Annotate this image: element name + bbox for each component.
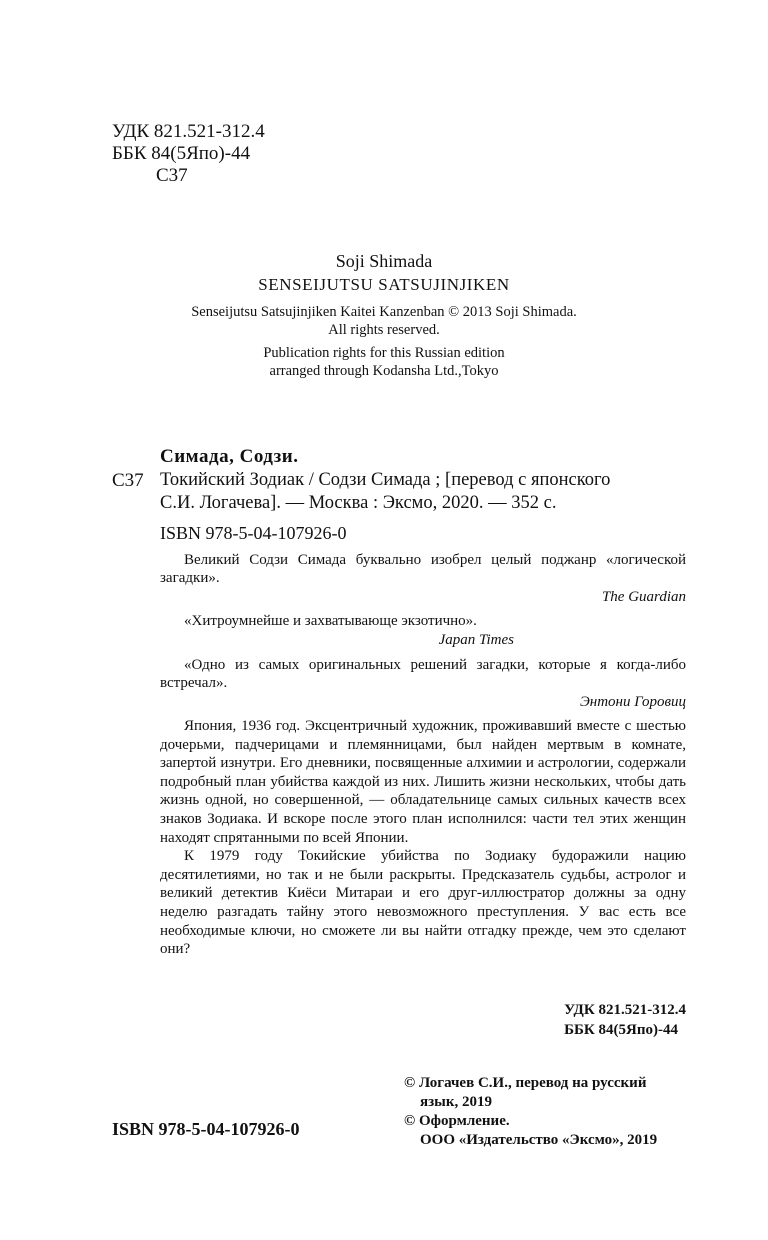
- isbn-bottom: ISBN 978-5-04-107926-0: [112, 1119, 300, 1139]
- copyright-line-3: © Оформление.: [404, 1113, 510, 1129]
- quote-source: The Guardian: [601, 589, 686, 605]
- catalog-code: С37: [112, 470, 144, 491]
- quote-text: Великий Содзи Симада буквально изобрел целый поджанр «логической загадки».: [160, 552, 686, 586]
- quote-block-3: [160, 656, 686, 712]
- quote-source: Энтони Горовиц: [579, 694, 686, 710]
- copyright-line-1: © Логачев С.И., перевод на русский: [404, 1075, 647, 1091]
- original-copyright-line-2: All rights reserved.: [328, 322, 440, 338]
- quote-block-2: [160, 612, 686, 650]
- bib-line-2: С.И. Логачева]. — Москва : Эксмо, 2020. — 352 с.: [160, 493, 557, 513]
- top-classification-codes: [112, 121, 265, 187]
- original-copyright-line-1: Senseijutsu Satsujinjiken Kaitei Kanzenban © 2013 Soji Shimada.: [191, 304, 577, 320]
- annotation: [160, 717, 686, 959]
- annotation-paragraph-1: Япония, 1936 год. Эксцентричный художник, проживавший вместе с шестью дочерьми, падчерицами и племянницами, был найден мертвым в комнате, запертой изнутри. Его дневники, посвященные алхимии и астрологии, содержали подробный план убийства каждой из них. Лишить жизни нескольких, чтобы дать жизнь одной, но совершенной, — обладательнице самых сильных качеств всех знаков Зодиака. И вскоре после этого план исполнился: части тел этих женщин находят спрятанными по всей Японии.: [160, 718, 686, 846]
- quote-block-1: [160, 551, 686, 607]
- udk-code: УДК 821.521-312.4: [112, 121, 265, 142]
- catalog-isbn: ISBN 978-5-04-107926-0: [160, 523, 347, 543]
- rights-line-1: Publication rights for this Russian edition: [263, 345, 505, 361]
- rights-line-2: arranged through Kodansha Ltd.,Tokyo: [269, 363, 499, 379]
- author-mark-code: С37: [156, 165, 188, 186]
- copyright-block: [404, 1074, 657, 1150]
- bbk-code: ББК 84(5Япо)-44: [112, 143, 251, 164]
- bbk-code-bottom: ББК 84(5Япо)-44: [564, 1022, 678, 1038]
- copyright-line-2: язык, 2019: [420, 1094, 492, 1110]
- bottom-classification-codes: [564, 1000, 686, 1040]
- catalog-author: Симада, Содзи.: [160, 446, 299, 467]
- copyright-line-4: ООО «Издательство «Эксмо», 2019: [420, 1132, 658, 1148]
- original-title: SENSEIJUTSU SATSUJINJIKEN: [258, 275, 510, 294]
- quote-text: «Одно из самых оригинальных решений загадки, которые я когда-либо встречал».: [160, 657, 686, 691]
- quote-text: «Хитроумнейше и захватывающе экзотично».: [184, 613, 477, 629]
- bibliographic-description: [160, 469, 610, 515]
- udk-code-bottom: УДК 821.521-312.4: [564, 1002, 686, 1018]
- quote-source: Japan Times: [438, 632, 514, 648]
- original-author: Soji Shimada: [335, 251, 433, 271]
- annotation-paragraph-2: К 1979 году Токийские убийства по Зодиаку будоражили нацию десятилетиями, но так и не были раскрыты. Предсказатель судьбы, астролог и великий детектив Киёси Митараи и его друг-иллюстратор должны за одну неделю разгадать тайну этого невозможного преступления. У вас есть все необходимые ключи, но сможете ли вы найти отгадку прежде, чем это сделают они?: [160, 848, 686, 958]
- bib-line-1: Токийский Зодиак / Содзи Симада ; [перевод с японского: [160, 470, 611, 490]
